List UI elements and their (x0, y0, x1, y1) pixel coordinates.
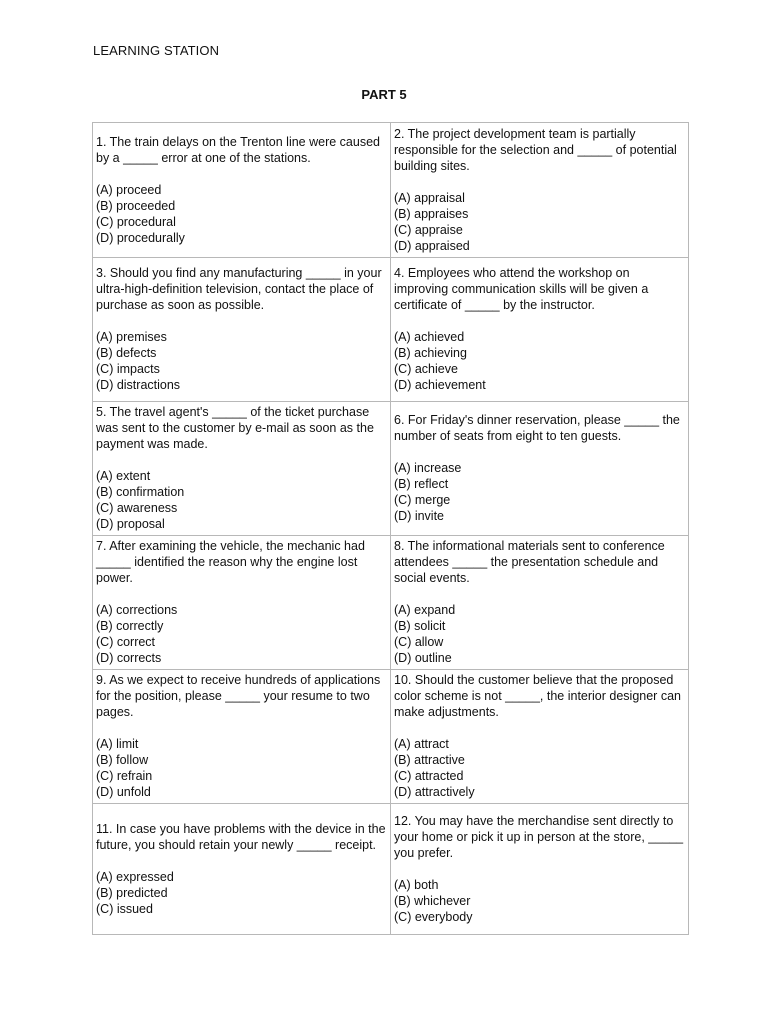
answer-option: (D) outline (394, 651, 452, 665)
answer-option: (D) attractively (394, 785, 475, 799)
question-stem: 10. Should the customer believe that the proposed color scheme is not _____, the interior designer can make adjustments. (394, 673, 681, 719)
answer-option: (B) confirmation (96, 485, 185, 499)
answer-option: (B) reflect (394, 477, 449, 491)
answer-option: (C) issued (96, 901, 153, 916)
answer-option: (A) achieved (394, 330, 465, 344)
answer-option: (D) appraised (394, 238, 470, 253)
answer-option: (A) both (394, 877, 439, 892)
question-row (93, 804, 689, 935)
question-cell (93, 402, 391, 536)
answer-option: (C) impacts (96, 362, 160, 376)
answer-option: (C) merge (394, 493, 451, 507)
question-row (93, 123, 689, 258)
question-table (92, 122, 689, 935)
answer-option: (A) extent (96, 469, 151, 483)
answer-option: (C) correct (96, 635, 156, 649)
question-cell (93, 804, 391, 935)
answer-option: (A) increase (394, 461, 462, 475)
question-stem: 5. The travel agent's _____ of the ticket purchase was sent to the customer by e-mail as soon as the payment was made. (96, 405, 374, 451)
question-cell (93, 258, 391, 402)
answer-option: (B) achieving (394, 346, 467, 360)
answer-option: (C) everybody (394, 909, 473, 924)
question-row (93, 670, 689, 804)
answer-option: (C) attracted (394, 769, 464, 783)
question-table-body (93, 123, 689, 935)
answer-option: (B) defects (96, 346, 157, 360)
answer-option: (A) expand (394, 603, 456, 617)
answer-option: (A) corrections (96, 603, 178, 617)
question-stem: 2. The project development team is partially responsible for the selection and _____ of potential building sites. (394, 126, 677, 173)
question-cell (391, 536, 689, 670)
answer-option: (B) solicit (394, 619, 446, 633)
question-stem: 8. The informational materials sent to conference attendees _____ the presentation schedule and social events. (394, 539, 665, 585)
answer-option: (D) achievement (394, 378, 486, 392)
answer-option: (B) proceeded (96, 198, 176, 213)
answer-option: (A) expressed (96, 869, 174, 884)
answer-option: (B) correctly (96, 619, 164, 633)
question-cell (391, 804, 689, 935)
answer-option: (C) procedural (96, 214, 176, 229)
answer-option: (D) unfold (96, 785, 151, 799)
answer-option: (A) proceed (96, 182, 162, 197)
question-cell (391, 670, 689, 804)
question-stem: 6. For Friday's dinner reservation, please _____ the number of seats from eight to ten guests. (394, 413, 680, 443)
answer-option: (B) whichever (394, 893, 471, 908)
question-stem: 4. Employees who attend the workshop on improving communication skills will be given a certificate of _____ by the instructor. (394, 266, 649, 312)
question-cell (93, 123, 391, 258)
answer-option: (D) invite (394, 509, 445, 523)
answer-option: (A) attract (394, 737, 449, 751)
part-title: PART 5 (361, 87, 407, 102)
document-header: LEARNING STATION (93, 43, 220, 58)
answer-option: (D) corrects (96, 651, 162, 665)
answer-option: (D) procedurally (96, 230, 185, 245)
question-row (93, 258, 689, 402)
question-row (93, 402, 689, 536)
answer-option: (A) appraisal (394, 190, 465, 205)
question-stem: 11. In case you have problems with the device in the future, you should retain your newly _____ receipt. (96, 821, 386, 852)
question-stem: 7. After examining the vehicle, the mechanic had _____ identified the reason why the engine lost power. (96, 539, 365, 585)
answer-option: (D) distractions (96, 378, 181, 392)
answer-option: (A) limit (96, 737, 139, 751)
answer-option: (C) appraise (394, 222, 463, 237)
answer-option: (C) awareness (96, 501, 178, 515)
question-stem: 9. As we expect to receive hundreds of applications for the position, please _____ your resume to two pages. (96, 673, 381, 719)
answer-option: (D) proposal (96, 517, 165, 531)
question-cell (93, 536, 391, 670)
question-cell (93, 670, 391, 804)
answer-option: (B) appraises (394, 206, 469, 221)
question-stem: 3. Should you find any manufacturing _____ in your ultra-high-definition television, contact the place of purchase as soon as possible. (96, 266, 382, 312)
answer-option: (B) follow (96, 753, 149, 767)
answer-option: (B) attractive (394, 753, 465, 767)
question-stem: 1. The train delays on the Trenton line were caused by a _____ error at one of the stations. (96, 134, 380, 165)
answer-option: (B) predicted (96, 885, 168, 900)
answer-option: (C) refrain (96, 769, 153, 783)
question-cell (391, 258, 689, 402)
question-cell (391, 123, 689, 258)
answer-option: (A) premises (96, 330, 167, 344)
question-stem: 12. You may have the merchandise sent directly to your home or pick it up in person at the store, _____ you prefer. (394, 813, 684, 860)
answer-option: (C) allow (394, 635, 444, 649)
answer-option: (C) achieve (394, 362, 458, 376)
question-row (93, 536, 689, 670)
question-cell (391, 402, 689, 536)
